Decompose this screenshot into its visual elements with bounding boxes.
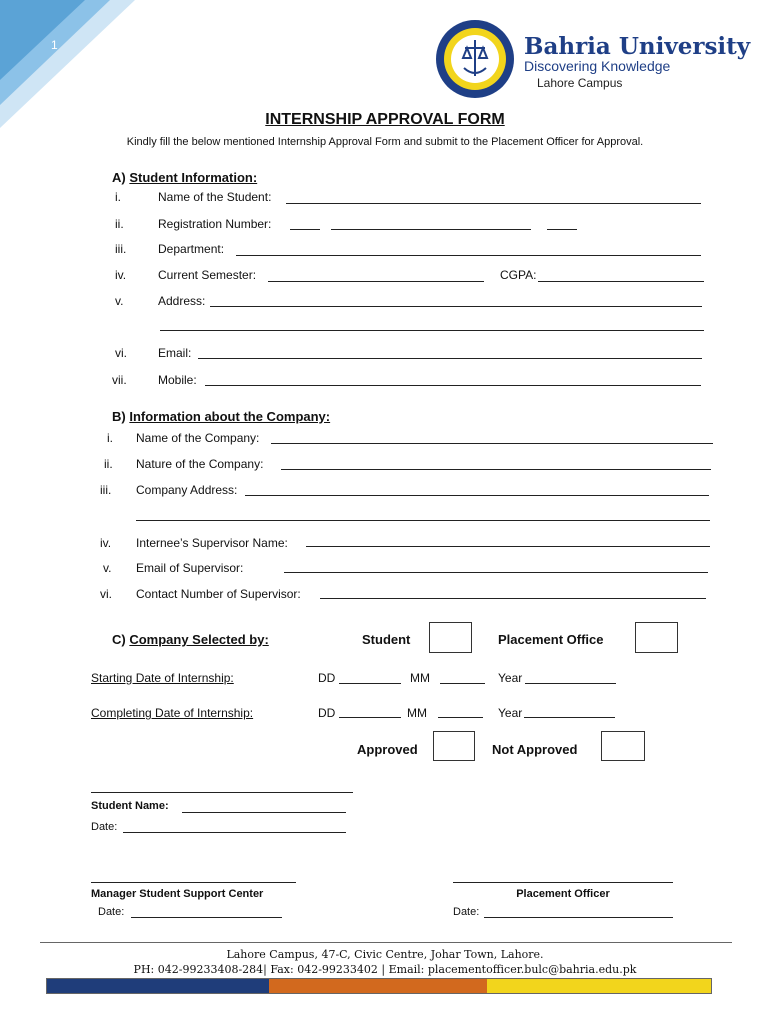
- supervisor-email-label: Email of Supervisor:: [136, 561, 244, 575]
- mobile-label: Mobile:: [158, 373, 197, 387]
- university-name: Bahria University: [524, 33, 751, 60]
- student-item-4-num: iv.: [115, 268, 127, 282]
- start-year-field[interactable]: [525, 683, 616, 684]
- student-option-label: Student: [362, 632, 411, 647]
- registration-part-3[interactable]: [547, 229, 577, 230]
- supervisor-contact-label: Contact Number of Supervisor:: [136, 587, 301, 601]
- approved-checkbox[interactable]: [433, 731, 475, 761]
- cgpa-field[interactable]: [538, 281, 704, 282]
- supervisor-name-label: Internee’s Supervisor Name:: [136, 536, 288, 550]
- section-a-heading: [112, 170, 257, 185]
- end-year-field[interactable]: [524, 717, 615, 718]
- student-item-6-num: vi.: [115, 346, 127, 360]
- approved-label: Approved: [357, 742, 418, 757]
- address-field-1[interactable]: [210, 306, 702, 307]
- student-name-label-sig: Student Name:: [91, 800, 169, 812]
- start-mm-label: MM: [410, 671, 430, 685]
- footer-divider: [40, 942, 732, 943]
- supervisor-name-field[interactable]: [306, 546, 710, 547]
- student-item-3-num: iii.: [115, 242, 127, 256]
- student-name-field[interactable]: [286, 203, 701, 204]
- section-b-title: Information about the Company:: [129, 409, 331, 424]
- completing-date-label: Completing Date of Internship:: [91, 706, 254, 720]
- not-approved-checkbox[interactable]: [601, 731, 645, 761]
- section-c-heading: [112, 632, 269, 647]
- section-a-letter: A): [112, 170, 126, 185]
- current-semester-field[interactable]: [268, 281, 484, 282]
- end-dd-label: DD: [318, 706, 336, 720]
- start-year-label: Year: [498, 671, 523, 685]
- start-dd-field[interactable]: [339, 683, 401, 684]
- email-field[interactable]: [198, 358, 702, 359]
- footer-address: Lahore Campus, 47-C, Civic Centre, Johar Town, Lahore.: [226, 948, 544, 961]
- footer-bar: [46, 978, 712, 994]
- student-signature-line[interactable]: [91, 792, 353, 793]
- end-year-label: Year: [498, 706, 523, 720]
- placement-office-label: Placement Office: [498, 632, 604, 647]
- footer-bar-navy: [47, 979, 269, 993]
- placement-signature-line[interactable]: [453, 882, 673, 883]
- student-name-sig-field[interactable]: [182, 812, 346, 813]
- not-approved-label: Not Approved: [492, 742, 578, 757]
- department-label: Department:: [158, 242, 225, 256]
- mobile-field[interactable]: [205, 385, 701, 386]
- current-semester-label: Current Semester:: [158, 268, 257, 282]
- supervisor-contact-field[interactable]: [320, 598, 706, 599]
- student-item-7-num: vii.: [112, 373, 127, 387]
- placement-date-label: Date:: [453, 906, 480, 918]
- department-field[interactable]: [236, 255, 701, 256]
- footer-contact: PH: 042-99233408-284| Fax: 042-99233402 | Email: placementofficer.bulc@bahria.edu.pk: [133, 963, 637, 976]
- company-address-field-1[interactable]: [245, 495, 709, 496]
- company-name-field[interactable]: [271, 443, 713, 444]
- university-tagline: Discovering Knowledge: [524, 58, 671, 74]
- form-title: INTERNSHIP APPROVAL FORM: [265, 111, 505, 128]
- section-b-heading: [112, 409, 330, 424]
- section-a-title: Student Information:: [129, 170, 258, 185]
- placement-officer-title: Placement Officer: [516, 888, 610, 900]
- footer-bar-yellow: [487, 979, 711, 993]
- section-b-letter: B): [112, 409, 126, 424]
- supervisor-email-field[interactable]: [284, 572, 708, 573]
- manager-date-label: Date:: [98, 906, 125, 918]
- email-label: Email:: [158, 346, 192, 360]
- student-item-2-num: ii.: [115, 217, 124, 231]
- company-item-2-num: ii.: [104, 457, 113, 471]
- company-nature-field[interactable]: [281, 469, 711, 470]
- section-c-title: Company Selected by:: [129, 632, 269, 647]
- student-date-field[interactable]: [123, 832, 346, 833]
- end-dd-field[interactable]: [339, 717, 401, 718]
- company-item-1-num: i.: [107, 431, 113, 445]
- company-address-label: Company Address:: [136, 483, 238, 497]
- company-item-4-num: iv.: [100, 536, 112, 550]
- student-checkbox[interactable]: [429, 622, 472, 653]
- start-mm-field[interactable]: [440, 683, 485, 684]
- campus-name: Lahore Campus: [537, 76, 623, 90]
- starting-date-label: Starting Date of Internship:: [91, 671, 234, 685]
- placement-date-field[interactable]: [484, 917, 673, 918]
- address-field-2[interactable]: [160, 330, 704, 331]
- student-date-label: Date:: [91, 821, 118, 833]
- company-item-6-num: vi.: [100, 587, 112, 601]
- start-dd-label: DD: [318, 671, 336, 685]
- page-number: 1: [51, 38, 58, 52]
- registration-part-2[interactable]: [331, 229, 531, 230]
- footer-bar-orange: [269, 979, 487, 993]
- university-seal: [434, 18, 516, 100]
- student-name-label: Name of the Student:: [158, 190, 272, 204]
- student-item-5-num: v.: [115, 294, 124, 308]
- manager-date-field[interactable]: [131, 917, 282, 918]
- student-item-1-num: i.: [115, 190, 121, 204]
- manager-signature-line[interactable]: [91, 882, 296, 883]
- company-nature-label: Nature of the Company:: [136, 457, 264, 471]
- section-c-letter: C): [112, 632, 126, 647]
- manager-title: Manager Student Support Center: [91, 888, 264, 900]
- placement-office-checkbox[interactable]: [635, 622, 678, 653]
- registration-number-label: Registration Number:: [158, 217, 272, 231]
- end-mm-field[interactable]: [438, 717, 483, 718]
- registration-part-1[interactable]: [290, 229, 320, 230]
- cgpa-label: CGPA:: [500, 268, 537, 282]
- address-label: Address:: [158, 294, 206, 308]
- company-address-field-2[interactable]: [136, 520, 710, 521]
- company-name-label: Name of the Company:: [136, 431, 260, 445]
- company-item-5-num: v.: [103, 561, 112, 575]
- end-mm-label: MM: [407, 706, 427, 720]
- form-instructions: Kindly fill the below mentioned Internship Approval Form and submit to the Placement Officer for Approval.: [126, 136, 644, 148]
- company-item-3-num: iii.: [100, 483, 112, 497]
